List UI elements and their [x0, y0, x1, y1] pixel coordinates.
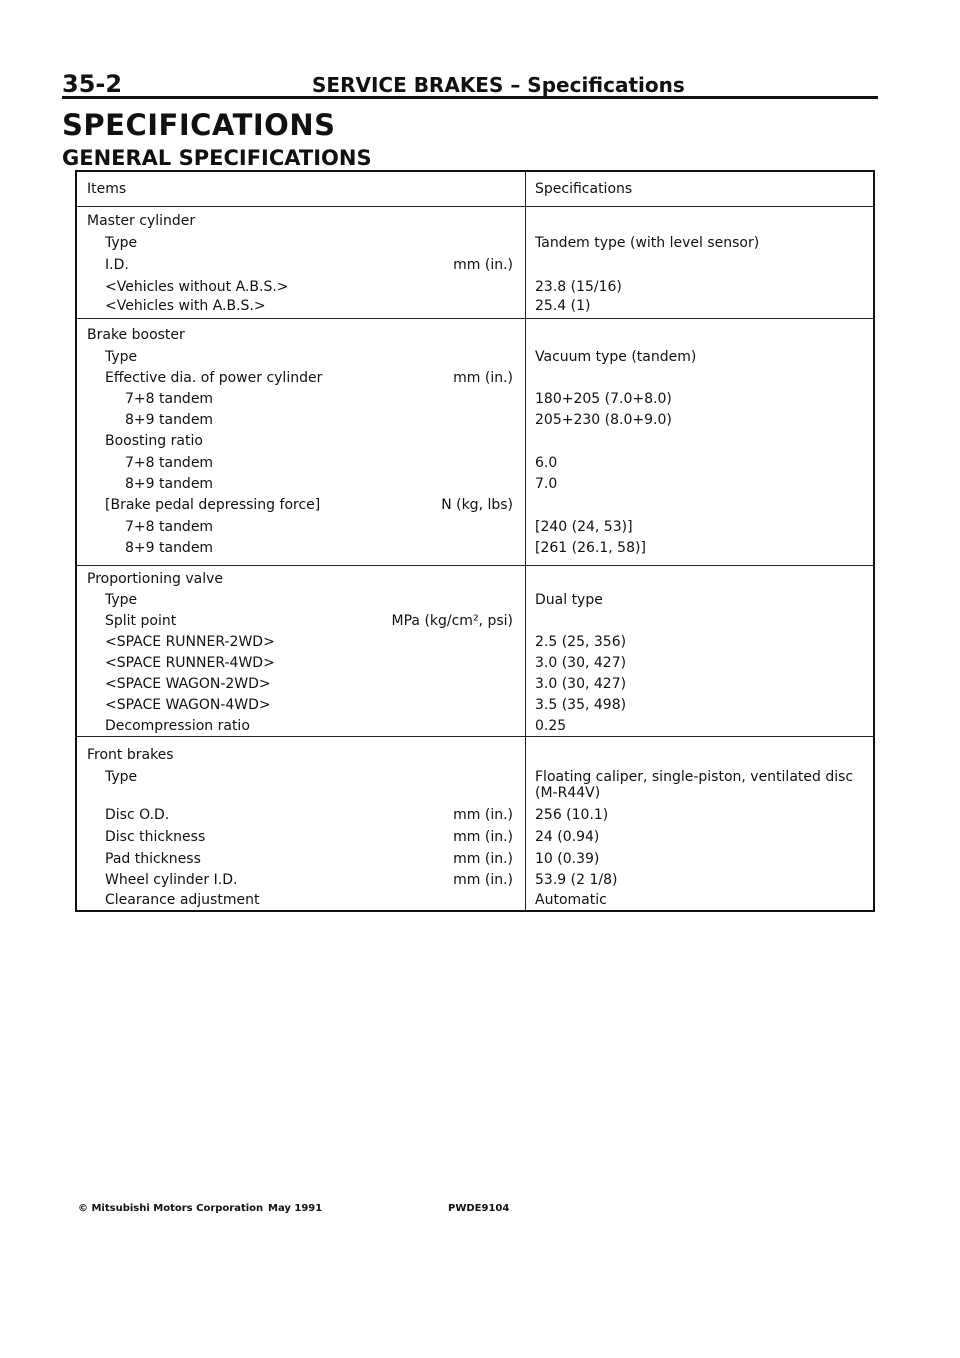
brake-booster-ratio-78-value: 6.0: [535, 455, 558, 471]
row-divider: [77, 736, 873, 737]
footer-copyright: © Mitsubishi Motors Corporation: [78, 1203, 264, 1214]
front-brakes-disc-od-value: 256 (10.1): [535, 807, 609, 823]
header-divider: [77, 206, 873, 207]
brake-booster-dia-78-label: 7+8 tandem: [125, 391, 214, 407]
brake-booster-type-value: Vacuum type (tandem): [535, 349, 697, 365]
subsection-title: GENERAL SPECIFICATIONS: [62, 146, 372, 170]
brake-booster-dia-89-label: 8+9 tandem: [125, 412, 214, 428]
master-cylinder-type-value: Tandem type (with level sensor): [535, 235, 760, 251]
proportioning-valve-split-unit: MPa (kg/cm², psi): [391, 613, 513, 629]
front-brakes-clearance-value: Automatic: [535, 892, 607, 908]
row-divider: [77, 565, 873, 566]
brake-booster-force-78-value: [240 (24, 53)]: [535, 519, 633, 535]
master-cylinder-id-unit: mm (in.): [453, 257, 513, 273]
front-brakes-wheel-cylinder-unit: mm (in.): [453, 872, 513, 888]
master-cylinder-type-label: Type: [105, 235, 138, 251]
proportioning-valve-type-value: Dual type: [535, 592, 603, 608]
brake-booster-ratio-89-label: 8+9 tandem: [125, 476, 214, 492]
proportioning-valve-wagon-4wd-value: 3.5 (35, 498): [535, 697, 627, 713]
brake-booster-dia-label: Effective dia. of power cylinder: [105, 370, 323, 386]
column-header-items: Items: [87, 181, 127, 197]
front-brakes-type-value: Floating caliper, single-piston, ventilated disc (M-R44V): [535, 769, 854, 801]
section-title: SPECIFICATIONS: [62, 108, 336, 142]
front-brakes-type-label: Type: [105, 769, 138, 785]
brake-booster-dia-unit: mm (in.): [453, 370, 513, 386]
proportioning-valve-decomp-label: Decompression ratio: [105, 718, 250, 734]
front-brakes-wheel-cylinder-label: Wheel cylinder I.D.: [105, 872, 238, 888]
row-divider: [77, 318, 873, 319]
proportioning-valve-type-label: Type: [105, 592, 138, 608]
brake-booster-force-78-label: 7+8 tandem: [125, 519, 214, 535]
brake-booster-force-89-label: 8+9 tandem: [125, 540, 214, 556]
master-cylinder-with-abs-label: <Vehicles with A.B.S.>: [105, 298, 266, 314]
proportioning-valve-runner-2wd-label: <SPACE RUNNER-2WD>: [105, 634, 275, 650]
page-number: 35-2: [62, 70, 123, 98]
master-cylinder-with-abs-value: 25.4 (1): [535, 298, 591, 314]
master-cylinder-without-abs-value: 23.8 (15/16): [535, 279, 622, 295]
master-cylinder-id-label: I.D.: [105, 257, 129, 273]
page-header: [62, 70, 878, 99]
front-brakes-pad-thickness-value: 10 (0.39): [535, 851, 600, 867]
proportioning-valve-decomp-value: 0.25: [535, 718, 567, 734]
front-brakes-clearance-label: Clearance adjustment: [105, 892, 260, 908]
brake-booster-ratio-78-label: 7+8 tandem: [125, 455, 214, 471]
front-brakes-disc-od-unit: mm (in.): [453, 807, 513, 823]
front-brakes-disc-od-label: Disc O.D.: [105, 807, 170, 823]
specifications-table: [75, 170, 875, 912]
proportioning-valve-wagon-2wd-value: 3.0 (30, 427): [535, 676, 627, 692]
brake-booster-ratio-label: Boosting ratio: [105, 433, 203, 449]
proportioning-valve-wagon-4wd-label: <SPACE WAGON-4WD>: [105, 697, 271, 713]
footer-code: PWDE9104: [448, 1203, 510, 1214]
front-brakes-wheel-cylinder-value: 53.9 (2 1/8): [535, 872, 618, 888]
brake-booster-force-unit: N (kg, lbs): [441, 497, 513, 513]
brake-booster-type-label: Type: [105, 349, 138, 365]
proportioning-valve-title: Proportioning valve: [87, 571, 223, 587]
brake-booster-force-label: [Brake pedal depressing force]: [105, 497, 321, 513]
front-brakes-disc-thickness-label: Disc thickness: [105, 829, 206, 845]
master-cylinder-title: Master cylinder: [87, 213, 196, 229]
front-brakes-title: Front brakes: [87, 747, 174, 763]
proportioning-valve-runner-2wd-value: 2.5 (25, 356): [535, 634, 627, 650]
front-brakes-disc-thickness-value: 24 (0.94): [535, 829, 600, 845]
front-brakes-disc-thickness-unit: mm (in.): [453, 829, 513, 845]
column-divider: [525, 172, 526, 910]
header-title: SERVICE BRAKES – Specifications: [312, 73, 685, 97]
front-brakes-pad-thickness-label: Pad thickness: [105, 851, 201, 867]
brake-booster-ratio-89-value: 7.0: [535, 476, 558, 492]
proportioning-valve-wagon-2wd-label: <SPACE WAGON-2WD>: [105, 676, 271, 692]
brake-booster-title: Brake booster: [87, 327, 185, 343]
proportioning-valve-split-label: Split point: [105, 613, 177, 629]
master-cylinder-without-abs-label: <Vehicles without A.B.S.>: [105, 279, 289, 295]
column-header-specifications: Specifications: [535, 181, 633, 197]
footer-date: May 1991: [268, 1203, 323, 1214]
proportioning-valve-runner-4wd-label: <SPACE RUNNER-4WD>: [105, 655, 275, 671]
brake-booster-force-89-value: [261 (26.1, 58)]: [535, 540, 646, 556]
proportioning-valve-runner-4wd-value: 3.0 (30, 427): [535, 655, 627, 671]
brake-booster-dia-89-value: 205+230 (8.0+9.0): [535, 412, 672, 428]
brake-booster-dia-78-value: 180+205 (7.0+8.0): [535, 391, 672, 407]
front-brakes-pad-thickness-unit: mm (in.): [453, 851, 513, 867]
